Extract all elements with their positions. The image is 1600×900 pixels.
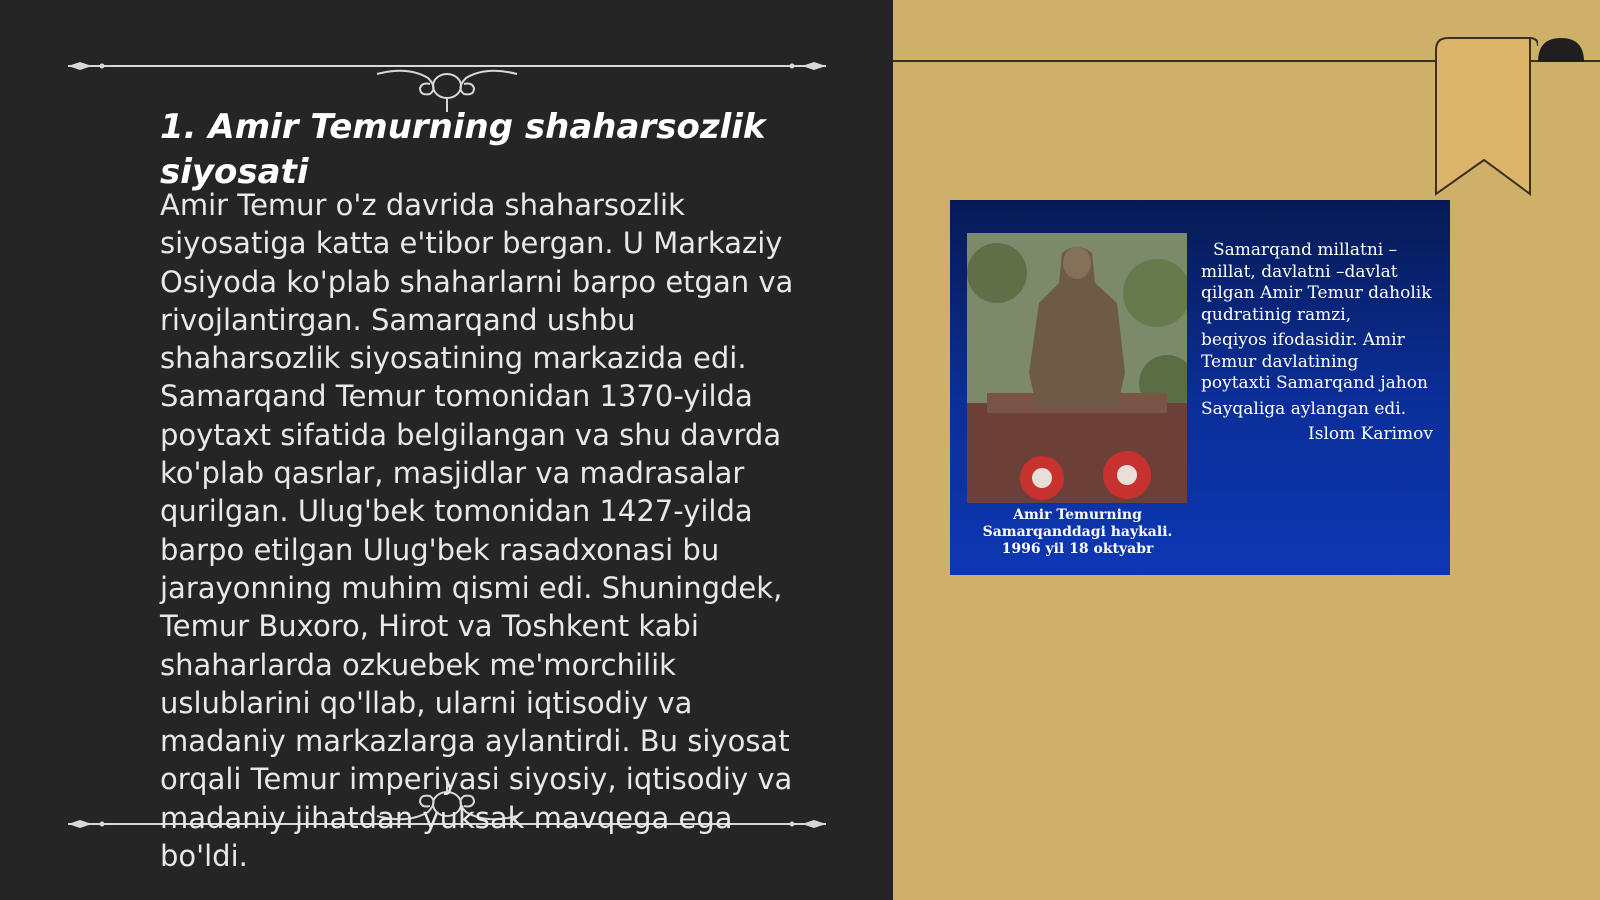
bookmark-ribbon-icon [1434, 36, 1538, 196]
quote-paragraph-1: Samarqand millatni – millat, davlatni –davlat qilgan Amir Temur daholik qudratinig ramzi, [1201, 240, 1432, 325]
caption-line-2: Samarqanddagi haykali. [982, 524, 1173, 540]
quote-author: Islom Karimov [1308, 424, 1433, 444]
statue-figure [950, 200, 1450, 575]
quote-paragraph-3: Sayqaliga aylangan edi. [1201, 398, 1407, 419]
karimov-quote [1201, 240, 1433, 450]
statue-caption [960, 507, 1195, 558]
caption-line-3: 1996 yil 18 oktyabr [1001, 541, 1154, 557]
slide-body-text: Amir Temur o'z davrida shaharsozlik siyosatiga katta e'tibor bergan. U Markaziy Osiyoda ko'plab shaharlarni barpo etgan va rivojlantirgan. Samarqand ushbu shaharsozlik siyosatining markazida edi. Samarqand Temur tomonidan 1370-yilda poytaxt sifatida belgilangan va shu davrda ko'plab qasrlar, masjidlar va madrasalar qurilgan. Ulug'bek tomonidan 1427-yilda barpo etilgan Ulug'bek rasadxonasi bu jarayonning muhim qismi edi. Shuningdek, Temur Buxoro, Hirot va Toshkent kabi shaharlarda ozkuebek me'morchilik uslublarini qo'llab, ularni iqtisodiy va madaniy markazlarga aylantirdi. Bu siyosat orqali Temur imperiyasi siyosiy, iqtisodiy va madaniy jihatdan yuksak mavqega ega bo'ldi. [160, 188, 794, 874]
ribbon-curl-icon [1536, 36, 1586, 62]
slide-title: 1. Amir Temurning shaharsozlik siyosati [160, 107, 766, 192]
statue-photo-icon [967, 233, 1187, 503]
quote-paragraph-2: beqiyos ifodasidir. Amir Temur davlatining poytaxti Samarqand jahon [1201, 330, 1428, 393]
caption-line-1: Amir Temurning [1013, 507, 1142, 523]
